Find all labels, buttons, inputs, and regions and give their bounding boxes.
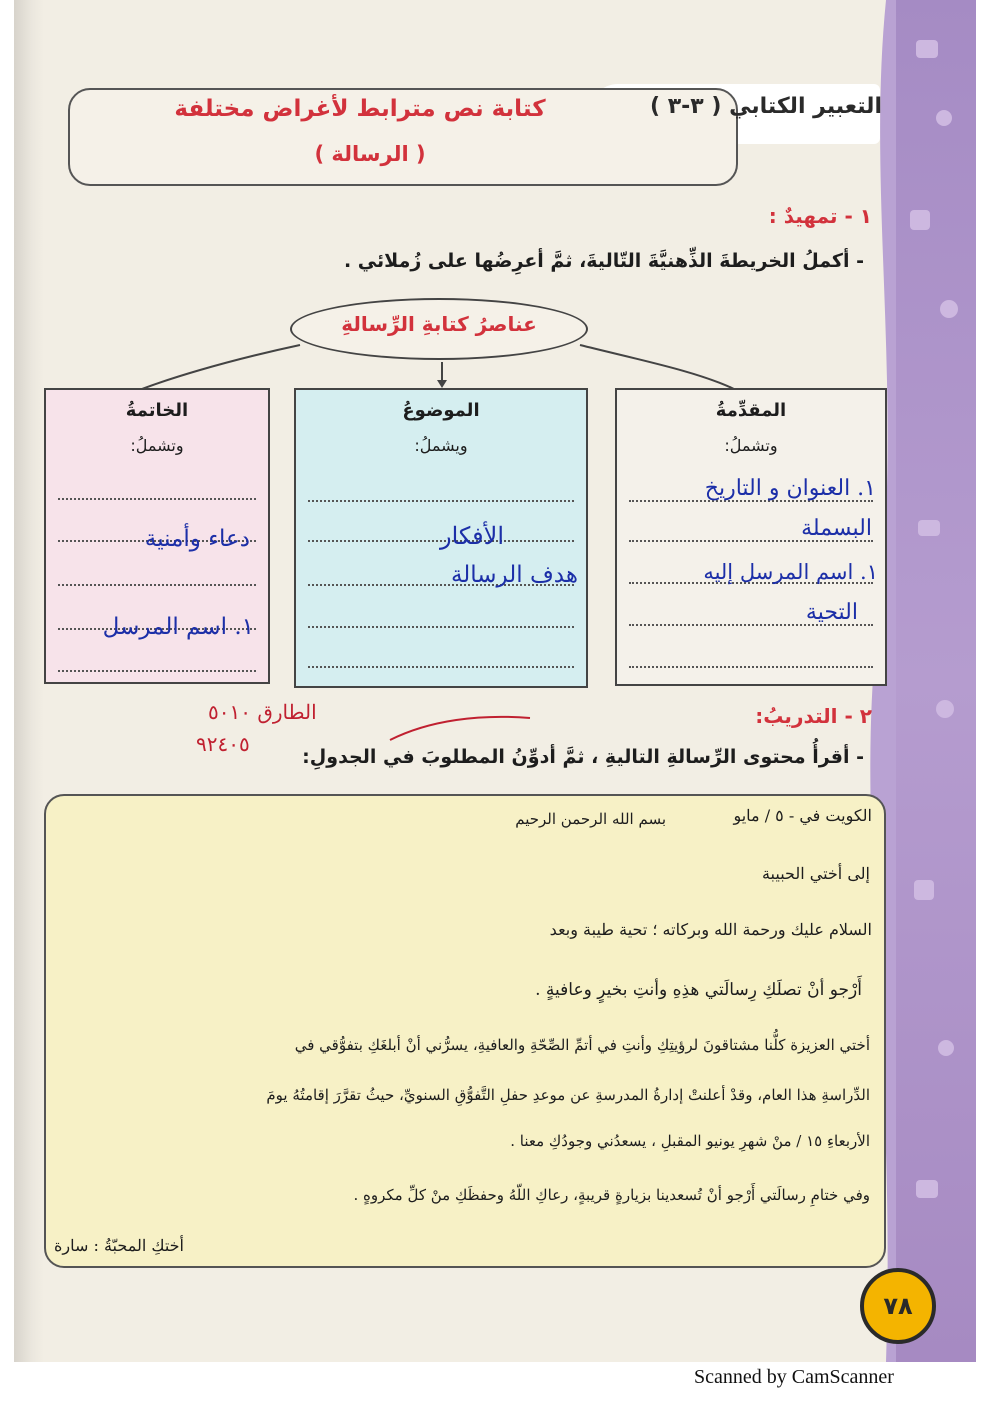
letter-wish: أَرْجو أنْ تصلَكِ رِسالَتي هذِهِ وأنتِ بخيرٍ وعافيةٍ . xyxy=(535,980,862,1000)
training-heading: ٢ - التدريبُ: xyxy=(755,704,872,728)
letter-signature: أختكِ المحبّةُ : سارة xyxy=(54,1236,184,1255)
decor-shape xyxy=(916,1180,938,1198)
handwritten-stroke xyxy=(380,700,540,750)
decor-shape xyxy=(916,40,938,58)
decor-shape xyxy=(938,1040,954,1056)
handwritten-answer: البسملة xyxy=(801,516,872,541)
box-introduction-title: المقدِّمةُ xyxy=(715,400,787,421)
decorative-border xyxy=(896,0,976,1362)
lesson-title: كتابة نص مترابط لأغراض مختلفة xyxy=(174,96,546,122)
handwritten-answer: ١. العنوان و التاريخ xyxy=(704,476,876,501)
mind-map-center-label: عناصرُ كتابةِ الرِّسالةِ xyxy=(341,312,537,336)
handwritten-note: الطارق ٥٠١٠ xyxy=(208,700,317,724)
page-number: ٧٨ xyxy=(860,1268,936,1344)
letter-body-line: الدِّراسةِ هذا العام، وقدْ أعلنتْ إدارةُ المدرسةِ عن موعدِ حفلِ التَّفوُّقِ السنويِّ، حيثُ تقرَّرَ إقامتُهُ يومَ xyxy=(266,1086,870,1104)
handwritten-answer: ١. اسم المرسل xyxy=(102,614,254,640)
section-number: ( ٣-٣ ) xyxy=(650,94,722,119)
box-topic-title: الموضوعُ xyxy=(402,400,480,421)
handwritten-answer: دعاء وأمنية xyxy=(144,526,250,552)
training-instruction: - أقرأُ محتوى الرِّسالةِ التاليةِ ، ثمَّ أدوِّنُ المطلوبَ في الجدولِ: xyxy=(302,746,864,768)
handwritten-answer: هدف الرسالة xyxy=(450,562,578,588)
answer-line xyxy=(629,666,873,668)
section-label: التعبير الكتابي ( ٣-٣ ) xyxy=(650,94,882,119)
answer-line xyxy=(58,584,256,586)
box-introduction-sub: وتشملُ: xyxy=(724,436,778,455)
letter-closing: وفي ختامِ رسالَتي أَرْجو أنْ تُسعدينا بزيارةٍ قريبةٍ، رعاكِ اللّهُ وحفظَكِ منْ كلِّ مكروهٍ . xyxy=(353,1186,870,1204)
handwritten-answer: التحية xyxy=(805,600,858,625)
decor-shape xyxy=(910,210,930,230)
decor-shape xyxy=(914,880,934,900)
scanner-watermark: Scanned by CamScanner xyxy=(694,1366,894,1388)
box-conclusion-title: الخاتمةُ xyxy=(125,400,189,421)
box-topic-sub: ويشملُ: xyxy=(414,436,468,455)
answer-line xyxy=(308,666,574,668)
box-conclusion-sub: وتشملُ: xyxy=(130,436,184,455)
answer-line xyxy=(308,500,574,502)
decor-shape xyxy=(936,110,952,126)
letter-body-line: أختي العزيزة كلُّنا مشتاقونَ لرؤيتِكِ وأنتِ في أتمِّ الصِّحّةِ والعافيةِ، يسرُّني أنْ أبلغَكِ بتفوُّقي في xyxy=(294,1036,870,1054)
handwritten-answer: الأفكار xyxy=(440,522,504,550)
letter-place-date: الكويت في - ٥ / مايو xyxy=(733,806,872,825)
lesson-subtitle: ( الرسالة ) xyxy=(314,142,426,166)
letter-greeting: السلام عليك ورحمة الله وبركاته ؛ تحية طيبة وبعد xyxy=(549,920,872,939)
answer-line xyxy=(58,670,256,672)
letter-basmala: بسم الله الرحمن الرحيم xyxy=(515,810,666,828)
letter-body-line: الأربعاءِ ١٥ / منْ شهرِ يونيو المقبلِ ، يسعدُني وجودُكِ معنا . xyxy=(510,1132,870,1150)
handwritten-note: ٩٢٤٠٥ xyxy=(196,732,250,756)
decor-shape xyxy=(940,300,958,318)
page-edge-shadow xyxy=(14,0,44,1362)
decor-shape xyxy=(936,700,954,718)
handwritten-answer: ١. اسم المرسل إليه xyxy=(703,560,878,584)
decor-shape xyxy=(918,520,940,536)
intro-heading: ١ - تمهيدٌ : xyxy=(768,204,872,228)
letter-recipient: إلى أختي الحبيبة xyxy=(761,864,870,883)
answer-line xyxy=(308,626,574,628)
intro-instruction: - أكملُ الخريطةَ الذِّهنيَّةَ التّاليةَ، ثمَّ أعرِضُها على زُملائي . xyxy=(343,250,864,272)
answer-line xyxy=(58,498,256,500)
